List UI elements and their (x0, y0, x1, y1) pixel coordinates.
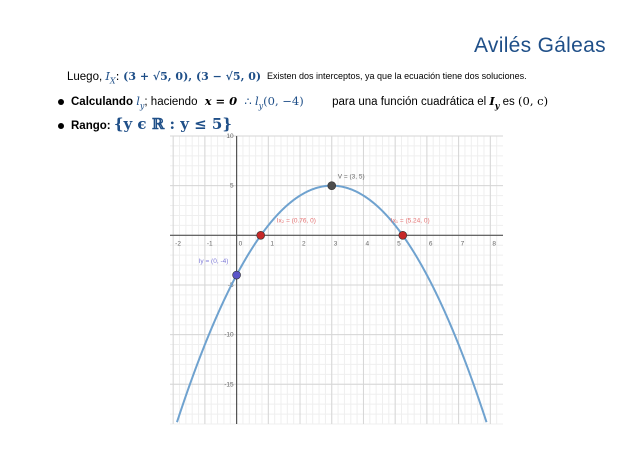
range-label: Rango: (71, 120, 111, 132)
point-v (328, 182, 336, 190)
ly-symbol: $l_y$ (136, 94, 145, 111)
bullet-iy-label: Calculando (71, 96, 133, 108)
x-tick-label: 6 (428, 240, 433, 248)
y-tick-label: 5 (229, 182, 234, 190)
therefore-symbol: ∴ (244, 94, 252, 108)
x-tick-label: -1 (206, 240, 213, 248)
point-label-ix1: Ix₁ = (5.24, 0) (390, 217, 430, 225)
x-tick-label: 4 (365, 240, 370, 248)
intercepts-note: Existen dos interceptos, ya que la ecuación tiene dos soluciones. (267, 71, 527, 81)
point-label-iy: Iy = (0, -4) (198, 258, 229, 266)
x-tick-label: 5 (397, 240, 401, 248)
ly-result-symbol: $l_y$ (254, 94, 264, 111)
intercepts-points: (3 + √5, 0), (3 − √5, 0) (123, 70, 262, 83)
quadratic-note: para una función cuadrática el (332, 96, 487, 108)
ix-symbol: $I_X$ (105, 69, 116, 86)
iy-symbol: $I_y$ (489, 94, 500, 111)
point-label-ix2: Ix₂ = (0.76, 0) (276, 217, 316, 225)
y-tick-label: -15 (224, 381, 234, 389)
es-word: es (502, 96, 515, 108)
point-ix1 (399, 231, 407, 239)
brand-title: Avilés Gáleas (474, 34, 606, 57)
x-tick-label: 7 (460, 240, 465, 248)
x-tick-label: 1 (270, 240, 274, 248)
intercepts-colon: : (115, 69, 120, 83)
point-label-v: V = (3, 5) (337, 173, 365, 181)
range-set: {y ϵ ℝ : y ≤ 5} (113, 115, 233, 133)
x-tick-label: 2 (302, 240, 306, 248)
graph-area (170, 136, 503, 424)
x-tick-label: 3 (333, 240, 338, 248)
iy-point: (0, c) (518, 94, 549, 108)
ly-result-point: (0, −4) (263, 94, 304, 108)
x-tick-label: 8 (492, 240, 496, 248)
y-tick-label: -5 (227, 281, 234, 289)
y-tick-label: 10 (226, 133, 234, 140)
y-tick-label: -10 (224, 331, 234, 339)
x-tick-label: -2 (175, 240, 181, 248)
bullet-iy-mid: ; haciendo (144, 96, 198, 108)
x-tick-label: 0 (238, 240, 243, 248)
x-equals-zero: x = 0 (204, 94, 238, 108)
point-ix2 (257, 231, 265, 239)
point-iy (233, 271, 241, 279)
intercepts-prefix: Luego, (67, 71, 106, 83)
